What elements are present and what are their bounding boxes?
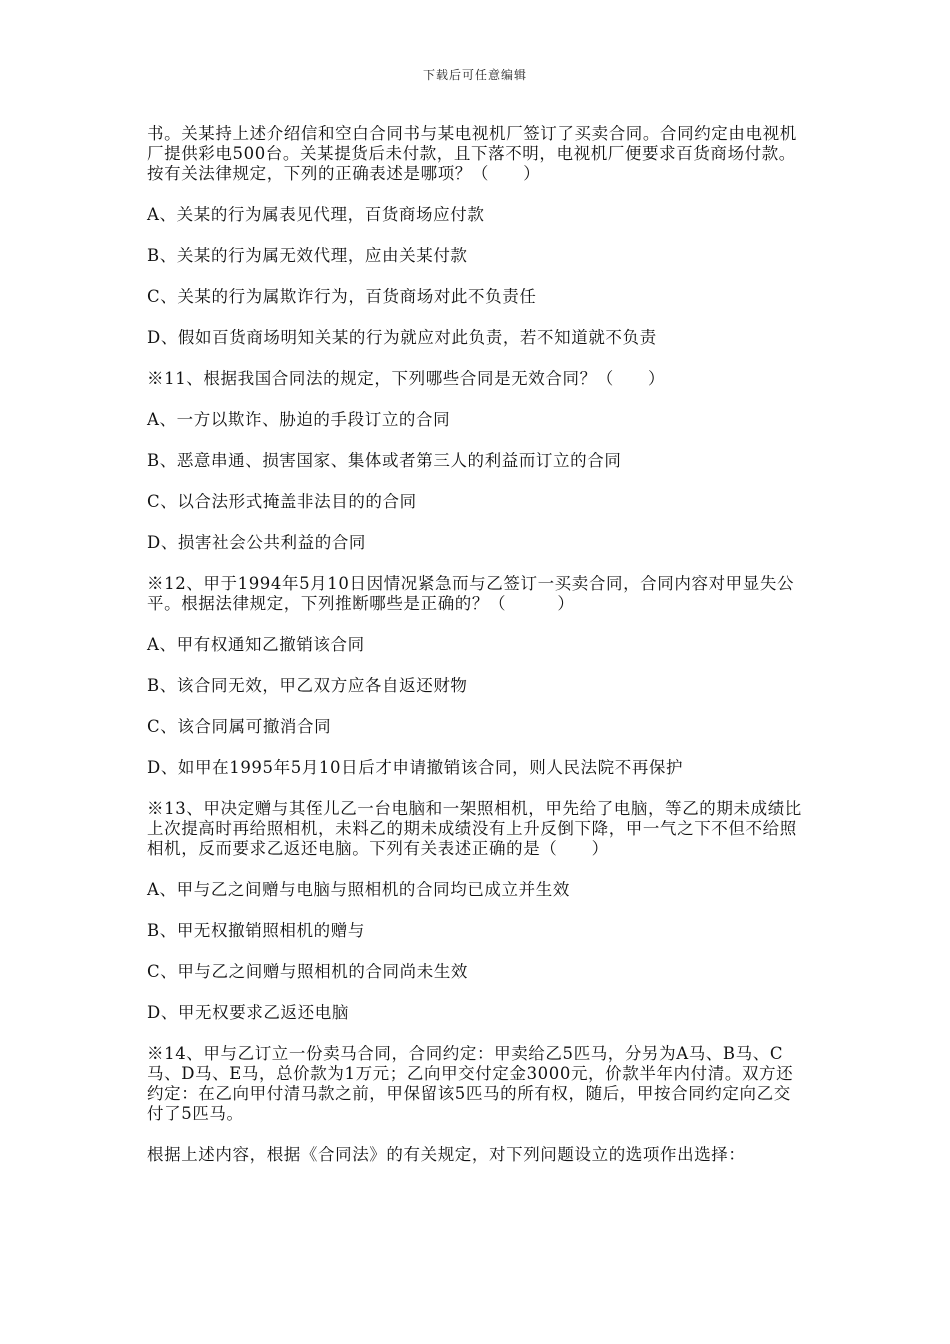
question-11-option-a: A、一方以欺诈、胁迫的手段订立的合同: [147, 410, 451, 429]
question-11-stem: ※11、根据我国合同法的规定，下列哪些合同是无效合同？（ ）: [147, 369, 666, 388]
question-12-option-c: C、该合同属可撤消合同: [147, 717, 332, 736]
question-11-option-d: D、损害社会公共利益的合同: [147, 533, 367, 552]
question-12-option-b: B、该合同无效，甲乙双方应各自返还财物: [147, 676, 468, 695]
question-10-option-b: B、关某的行为属无效代理，应由关某付款: [147, 246, 468, 265]
question-13-option-c: C、甲与乙之间赠与照相机的合同尚未生效: [147, 962, 469, 981]
question-13-option-b: B、甲无权撤销照相机的赠与: [147, 921, 365, 940]
document-body: [147, 124, 807, 1165]
page-header: 下载后可任意编辑: [422, 68, 527, 82]
closing-instruction: 根据上述内容，根据《合同法》的有关规定，对下列问题设立的选项作出选择：: [147, 1145, 746, 1164]
question-10-option-d: D、假如百货商场明知关某的行为就应对此负责，若不知道就不负责: [147, 328, 657, 347]
question-13-option-d: D、甲无权要求乙返还电脑: [147, 1003, 349, 1022]
question-12-option-d: D、如甲在1995年5月10日后才申请撤销该合同，则人民法院不再保护: [147, 758, 684, 777]
question-11-option-b: B、恶意串通、损害国家、集体或者第三人的利益而订立的合同: [147, 451, 622, 470]
question-12-stem: ※12、甲于1994年5月10日因情况紧急而与乙签订一买卖合同，合同内容对甲显失公平。根据法律规定，下列推断哪些是正确的？（ ）: [147, 574, 795, 613]
question-10-stem-continued: 书。关某持上述介绍信和空白合同书与某电视机厂签订了买卖合同。合同约定由电视机厂提供彩电500台。关某提货后未付款，且下落不明，电视机厂便要求百货商场付款。按有关法律规定，下列的正确表述是哪项？（ ）: [147, 124, 797, 183]
question-13-stem: ※13、甲决定赠与其侄儿乙一台电脑和一架照相机，甲先给了电脑，等乙的期未成绩比上次提高时再给照相机，未料乙的期未成绩没有上升反倒下降，甲一气之下不但不给照相机，反而要求乙返还电脑。下列有关表述正确的是（ ）: [147, 799, 802, 858]
question-10-option-a: A、关某的行为属表见代理，百货商场应付款: [147, 205, 485, 224]
question-11-option-c: C、以合法形式掩盖非法目的的合同: [147, 492, 417, 511]
question-10-option-c: C、关某的行为属欺诈行为，百货商场对此不负责任: [147, 287, 537, 306]
question-12-option-a: A、甲有权通知乙撤销该合同: [147, 635, 365, 654]
question-14-stem: ※14、甲与乙订立一份卖马合同，合同约定：甲卖给乙5匹马，分另为A马、B马、C马、D马、E马，总价款为1万元；乙向甲交付定金3000元，价款半年内付清。双方还约定：在乙向甲付清马款之前，甲保留该5匹马的所有权，随后，甲按合同约定向乙交付了5匹马。: [147, 1044, 794, 1123]
question-13-option-a: A、甲与乙之间赠与电脑与照相机的合同均已成立并生效: [147, 880, 570, 899]
